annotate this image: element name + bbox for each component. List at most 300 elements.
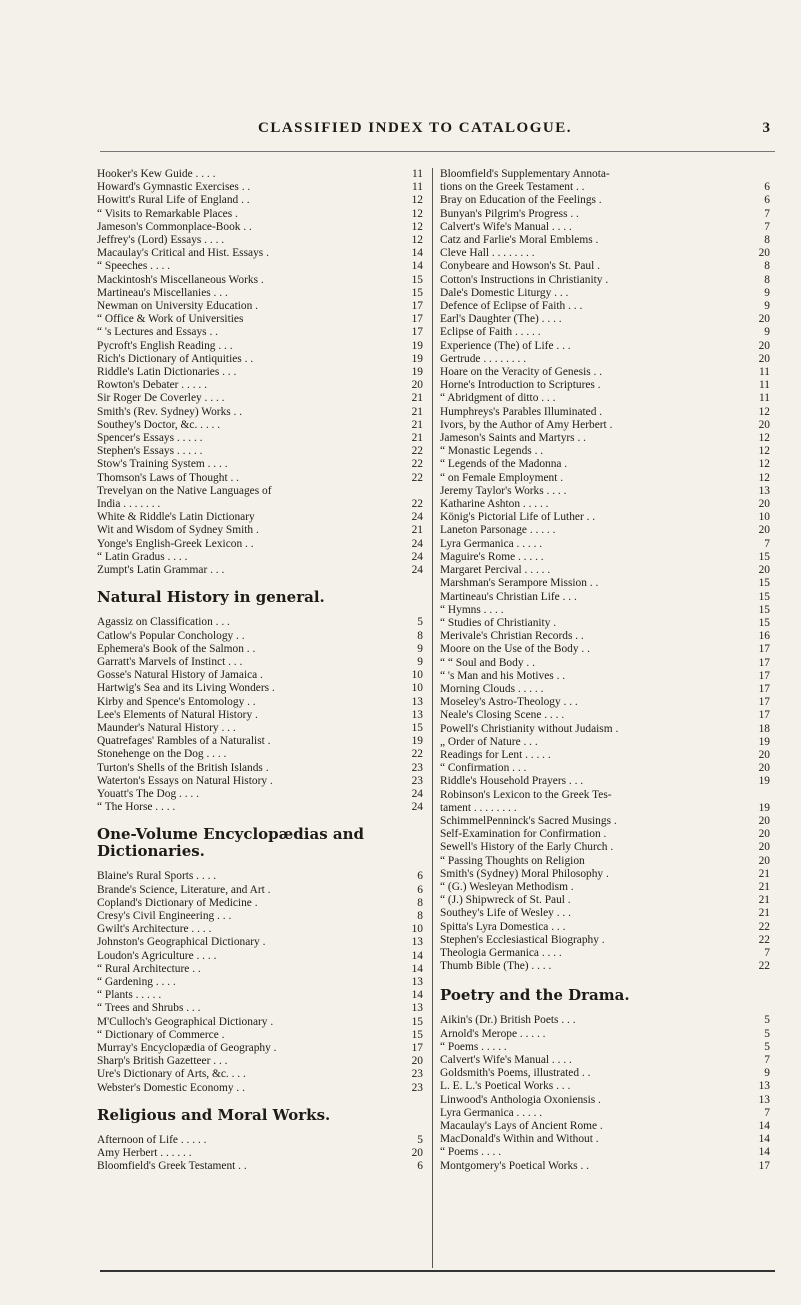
catalogue-entry xyxy=(440,287,770,300)
catalogue-entry xyxy=(440,485,770,498)
entry-title: Martineau's Christian Life . . . xyxy=(440,590,577,603)
catalogue-entry xyxy=(440,1080,770,1093)
entry-title: Kirby and Spence's Entomology . . xyxy=(97,695,256,708)
entry-title: Mackintosh's Miscellaneous Works . xyxy=(97,273,264,286)
entry-page-number: 15 xyxy=(758,590,770,603)
entry-page-number: 17 xyxy=(411,1041,423,1054)
entry-page-number: 15 xyxy=(411,1015,423,1028)
catalogue-entry xyxy=(440,551,770,564)
entry-page-number: 20 xyxy=(758,748,770,761)
entry-page-number: 21 xyxy=(411,405,423,418)
encyclopaedias-list xyxy=(97,870,423,1094)
catalogue-entry xyxy=(97,696,423,709)
entry-page-number: 17 xyxy=(411,300,423,313)
entry-title: “ (J.) Shipwreck of St. Paul . xyxy=(440,894,571,907)
catalogue-entry xyxy=(97,643,423,656)
catalogue-entry xyxy=(440,723,770,736)
entry-title: M'Culloch's Geographical Dictionary . xyxy=(97,1015,274,1028)
catalogue-entry xyxy=(440,194,770,207)
catalogue-entry xyxy=(97,247,423,260)
catalogue-entry xyxy=(440,406,770,419)
entry-page-number: 21 xyxy=(758,894,770,907)
catalogue-entry xyxy=(440,934,770,947)
entry-page-number: 6 xyxy=(417,883,423,896)
bottom-rule xyxy=(100,1270,775,1272)
catalogue-entry xyxy=(440,696,770,709)
entry-title: Bloomfield's Supplementary Annota- xyxy=(440,168,610,180)
catalogue-entry xyxy=(97,762,423,775)
catalogue-entry xyxy=(440,524,770,537)
catalogue-entry xyxy=(440,221,770,234)
catalogue-entry xyxy=(440,1120,770,1133)
entry-page-number: 12 xyxy=(411,207,423,220)
entry-title: Smith's (Rev. Sydney) Works . . xyxy=(97,405,243,418)
catalogue-entry xyxy=(440,881,770,894)
catalogue-entry xyxy=(97,221,423,234)
catalogue-entry xyxy=(440,657,770,670)
entry-page-number: 17 xyxy=(411,313,423,326)
entry-page-number: 19 xyxy=(758,775,770,788)
entry-page-number: 17 xyxy=(758,682,770,695)
entry-page-number: 5 xyxy=(764,1040,770,1053)
entry-title: Calvert's Wife's Manual . . . . xyxy=(440,1054,572,1066)
entry-title: Horne's Introduction to Scriptures . xyxy=(440,379,601,392)
entry-title: Howitt's Rural Life of England . . xyxy=(97,194,250,207)
catalogue-entry xyxy=(97,748,423,761)
entry-title: “ 's Lectures and Essays . . xyxy=(97,326,218,339)
entry-page-number: 17 xyxy=(758,709,770,722)
entry-title: Earl's Daughter (The) . . . . xyxy=(440,313,562,326)
entry-page-number: 19 xyxy=(411,366,423,379)
entry-title: Copland's Dictionary of Medicine . xyxy=(97,896,258,909)
entry-title: Ivors, by the Author of Amy Herbert . xyxy=(440,418,613,431)
entry-page-number: 14 xyxy=(411,247,423,260)
religious-list xyxy=(97,1134,423,1174)
entry-page-number: 14 xyxy=(411,949,423,962)
entry-title: Sir Roger De Coverley . . . . xyxy=(97,392,225,405)
entry-title: Humphreys's Parables Illuminated . xyxy=(440,405,603,418)
entry-title: Waterton's Essays on Natural History . xyxy=(97,774,273,787)
entry-page-number: 5 xyxy=(764,1027,770,1040)
catalogue-entry xyxy=(97,1147,423,1160)
catalogue-entry xyxy=(97,775,423,788)
catalogue-entry xyxy=(97,936,423,949)
entry-page-number: 20 xyxy=(758,564,770,577)
catalogue-entry xyxy=(97,300,423,313)
entry-title: Ure's Dictionary of Arts, &c. . . . xyxy=(97,1068,246,1081)
entry-title: Gwilt's Architecture . . . . xyxy=(97,923,212,936)
catalogue-entry xyxy=(440,591,770,604)
catalogue-entry xyxy=(440,445,770,458)
entry-title: “ Abridgment of ditto . . . xyxy=(440,392,556,405)
entry-title: Laneton Parsonage . . . . . xyxy=(440,524,556,537)
entry-page-number: 5 xyxy=(417,1133,423,1146)
catalogue-entry xyxy=(440,168,770,181)
entry-page-number: 12 xyxy=(758,432,770,445)
entry-title: Catlow's Popular Conchology . . xyxy=(97,629,245,642)
catalogue-entry xyxy=(97,366,423,379)
entry-page-number: 12 xyxy=(758,458,770,471)
entry-title: Riddle's Household Prayers . . . xyxy=(440,775,584,788)
catalogue-entry xyxy=(440,894,770,907)
catalogue-entry xyxy=(440,775,770,788)
section-heading-religious: Religious and Moral Works. xyxy=(97,1105,331,1124)
catalogue-entry xyxy=(440,1054,770,1067)
entry-page-number: 22 xyxy=(758,920,770,933)
entry-title: “ “ Soul and Body . . xyxy=(440,656,535,669)
catalogue-entry xyxy=(440,670,770,683)
entry-title: “ Plants . . . . . xyxy=(97,989,162,1002)
entry-page-number: 8 xyxy=(417,896,423,909)
entry-title: “ Monastic Legends . . xyxy=(440,445,544,458)
entry-title: L. E. L.'s Poetical Works . . . xyxy=(440,1080,571,1093)
entry-page-number: 12 xyxy=(758,405,770,418)
catalogue-entry xyxy=(97,406,423,419)
entry-title: Turton's Shells of the British Islands . xyxy=(97,761,269,774)
entry-title: Morning Clouds . . . . . xyxy=(440,682,544,695)
entry-title: Southey's Doctor, &c. . . . . xyxy=(97,418,221,431)
entry-title: Sewell's History of the Early Church . xyxy=(440,841,614,854)
entry-page-number: 8 xyxy=(764,234,770,247)
catalogue-entry xyxy=(440,538,770,551)
entry-page-number: 7 xyxy=(764,1054,770,1066)
entry-page-number: 14 xyxy=(411,989,423,1002)
entry-page-number: 10 xyxy=(411,682,423,695)
entry-title: “ Office & Work of Universities xyxy=(97,313,244,326)
catalogue-entry xyxy=(440,643,770,656)
entry-page-number: 9 xyxy=(764,326,770,339)
entry-title: Spitta's Lyra Domestica . . . xyxy=(440,920,566,933)
entry-page-number: 17 xyxy=(411,326,423,339)
entry-title: “ Poems . . . . . xyxy=(440,1040,507,1053)
right-top-section xyxy=(440,168,770,973)
entry-title: Robinson's Lexicon to the Greek Tes- xyxy=(440,788,612,801)
entry-page-number: 22 xyxy=(758,960,770,973)
entry-title: “ Speeches . . . . xyxy=(97,260,171,273)
left-top-section xyxy=(97,168,423,577)
catalogue-entry xyxy=(97,181,423,194)
entry-title: Macaulay's Critical and Hist. Essays . xyxy=(97,247,269,260)
catalogue-entry xyxy=(440,247,770,260)
entry-page-number: 13 xyxy=(411,975,423,988)
entry-title: Amy Herbert . . . . . . xyxy=(97,1147,192,1159)
entry-page-number: 12 xyxy=(411,194,423,207)
entry-page-number: 6 xyxy=(764,181,770,194)
entry-title: Goldsmith's Poems, illustrated . . xyxy=(440,1067,591,1080)
entry-title: Blaine's Rural Sports . . . . xyxy=(97,870,217,883)
entry-page-number: 20 xyxy=(758,498,770,511)
entry-title: Stonehenge on the Dog . . . . xyxy=(97,748,227,761)
entry-title: Sharp's British Gazetteer . . . xyxy=(97,1055,228,1068)
entry-title: “ Rural Architecture . . xyxy=(97,962,201,975)
section-heading-poetry: Poetry and the Drama. xyxy=(440,986,630,1005)
entry-page-number: 9 xyxy=(417,642,423,655)
entry-page-number: 11 xyxy=(412,181,423,194)
entry-page-number: 22 xyxy=(411,471,423,484)
entry-page-number: 20 xyxy=(411,1055,423,1068)
entry-title: „ Order of Nature . . . xyxy=(440,735,538,748)
catalogue-entry xyxy=(97,1055,423,1068)
entry-page-number: 18 xyxy=(758,722,770,735)
catalogue-entry xyxy=(440,907,770,920)
section-heading-encyclopaedias xyxy=(97,826,423,860)
entry-page-number: 21 xyxy=(758,907,770,920)
entry-title: “ Dictionary of Commerce . xyxy=(97,1028,225,1041)
entry-title: Moore on the Use of the Body . . xyxy=(440,643,590,656)
entry-page-number: 13 xyxy=(411,1002,423,1015)
entry-page-number: 15 xyxy=(758,603,770,616)
entry-page-number: 19 xyxy=(758,801,770,814)
entry-page-number: 23 xyxy=(411,1081,423,1094)
entry-title: Bray on Education of the Feelings . xyxy=(440,194,602,207)
catalogue-entry xyxy=(440,683,770,696)
entry-title: Southey's Life of Wesley . . . xyxy=(440,907,571,920)
catalogue-entry xyxy=(440,960,770,973)
entry-page-number: 13 xyxy=(411,695,423,708)
catalogue-entry xyxy=(97,260,423,273)
entry-page-number: 8 xyxy=(417,909,423,922)
catalogue-entry xyxy=(440,855,770,868)
entry-title: Katharine Ashton . . . . . xyxy=(440,498,549,511)
catalogue-entry xyxy=(97,1082,423,1095)
catalogue-entry xyxy=(97,1068,423,1081)
catalogue-entry xyxy=(440,762,770,775)
catalogue-entry xyxy=(440,472,770,485)
entry-page-number: 19 xyxy=(758,735,770,748)
entry-page-number: 20 xyxy=(758,339,770,352)
catalogue-entry xyxy=(440,181,770,194)
entry-page-number: 24 xyxy=(411,550,423,563)
catalogue-entry xyxy=(440,274,770,287)
entry-page-number: 7 xyxy=(764,207,770,220)
catalogue-entry xyxy=(97,498,423,511)
catalogue-entry xyxy=(97,656,423,669)
catalogue-entry xyxy=(97,326,423,339)
entry-title: Riddle's Latin Dictionaries . . . xyxy=(97,366,237,379)
entry-page-number: 12 xyxy=(758,445,770,458)
page-title: CLASSIFIED INDEX TO CATALOGUE. xyxy=(258,120,572,136)
catalogue-entry xyxy=(440,921,770,934)
entry-title: Hooker's Kew Guide . . . . xyxy=(97,168,216,180)
entry-title: Webster's Domestic Economy . . xyxy=(97,1081,245,1094)
entry-title: Smith's (Sydney) Moral Philosophy . xyxy=(440,867,609,880)
entry-title: Catz and Farlie's Moral Emblems . xyxy=(440,234,599,247)
catalogue-entry xyxy=(97,950,423,963)
entry-title: Moseley's Astro-Theology . . . xyxy=(440,696,578,709)
catalogue-entry xyxy=(440,1107,770,1120)
entry-title: Defence of Eclipse of Faith . . . xyxy=(440,300,583,313)
entry-page-number: 8 xyxy=(764,260,770,273)
entry-title: Spencer's Essays . . . . . xyxy=(97,432,203,445)
entry-page-number: 11 xyxy=(759,366,770,379)
entry-title: Garratt's Marvels of Instinct . . . xyxy=(97,655,243,668)
entry-page-number: 22 xyxy=(411,498,423,511)
entry-page-number: 20 xyxy=(411,379,423,392)
catalogue-entry xyxy=(440,736,770,749)
entry-page-number: 10 xyxy=(758,511,770,524)
entry-title: Johnston's Geographical Dictionary . xyxy=(97,936,266,949)
entry-title: Bunyan's Pilgrim's Progress . . xyxy=(440,207,579,220)
entry-title: Linwood's Anthologia Oxoniensis . xyxy=(440,1093,601,1106)
catalogue-entry xyxy=(97,616,423,629)
entry-page-number: 21 xyxy=(758,867,770,880)
entry-page-number: 13 xyxy=(411,936,423,949)
entry-title: Maunder's Natural History . . . xyxy=(97,721,236,734)
entry-title: Readings for Lent . . . . . xyxy=(440,748,551,761)
catalogue-entry xyxy=(97,963,423,976)
page-number: 3 xyxy=(762,120,770,136)
entry-page-number: 13 xyxy=(758,484,770,497)
entry-title: Self-Examination for Confirmation . xyxy=(440,828,607,841)
entry-title: König's Pictorial Life of Luther . . xyxy=(440,511,596,524)
catalogue-entry xyxy=(97,353,423,366)
entry-page-number: 10 xyxy=(411,923,423,936)
entry-title: Trevelyan on the Native Languages of xyxy=(97,484,272,497)
entry-title: Newman on University Education . xyxy=(97,300,259,313)
catalogue-entry xyxy=(97,313,423,326)
entry-page-number: 21 xyxy=(411,524,423,537)
entry-title: Jeffrey's (Lord) Essays . . . . xyxy=(97,234,225,247)
entry-title: Margaret Percival . . . . . xyxy=(440,564,551,577)
entry-title: Experience (The) of Life . . . xyxy=(440,339,571,352)
entry-title: Thomson's Laws of Thought . . xyxy=(97,471,240,484)
entry-page-number: 14 xyxy=(758,1133,770,1146)
entry-title: Maguire's Rome . . . . . xyxy=(440,550,544,563)
entry-page-number: 24 xyxy=(411,801,423,814)
entry-title: Murray's Encyclopædia of Geography . xyxy=(97,1041,277,1054)
catalogue-entry xyxy=(97,682,423,695)
entry-page-number: 7 xyxy=(764,1106,770,1119)
left-column xyxy=(97,168,423,1173)
entry-title: “ on Female Employment . xyxy=(440,471,564,484)
entry-title: “ Visits to Remarkable Places . xyxy=(97,207,238,220)
entry-title: “ 's Man and his Motives . . xyxy=(440,669,566,682)
entry-page-number: 12 xyxy=(411,234,423,247)
entry-title: Rowton's Debater . . . . . xyxy=(97,379,207,392)
entry-page-number: 20 xyxy=(758,313,770,326)
catalogue-entry xyxy=(440,234,770,247)
catalogue-entry xyxy=(97,884,423,897)
catalogue-entry xyxy=(97,564,423,577)
catalogue-entry xyxy=(440,1160,770,1173)
entry-page-number: 5 xyxy=(764,1014,770,1027)
catalogue-entry xyxy=(97,379,423,392)
entry-title: Hartwig's Sea and its Living Wonders . xyxy=(97,682,275,695)
catalogue-entry xyxy=(97,897,423,910)
entry-title: Marshman's Serampore Mission . . xyxy=(440,577,599,590)
entry-page-number: 10 xyxy=(411,669,423,682)
entry-page-number: 23 xyxy=(411,1068,423,1081)
catalogue-entry xyxy=(440,604,770,617)
catalogue-entry xyxy=(97,976,423,989)
catalogue-entry xyxy=(440,815,770,828)
entry-title: Aikin's (Dr.) British Poets . . . xyxy=(440,1014,576,1027)
entry-page-number: 22 xyxy=(411,445,423,458)
catalogue-entry xyxy=(97,208,423,221)
entry-title: Agassiz on Classification . . . xyxy=(97,616,230,629)
entry-page-number: 9 xyxy=(417,655,423,668)
entry-page-number: 20 xyxy=(758,418,770,431)
entry-page-number: 20 xyxy=(758,762,770,775)
entry-page-number: 20 xyxy=(758,854,770,867)
entry-page-number: 21 xyxy=(411,392,423,405)
entry-title: Youatt's The Dog . . . . xyxy=(97,787,199,800)
entry-title: “ Confirmation . . . xyxy=(440,762,527,775)
catalogue-entry xyxy=(97,989,423,1002)
column-divider xyxy=(432,168,433,1268)
entry-page-number: 21 xyxy=(758,880,770,893)
catalogue-entry xyxy=(97,1042,423,1055)
catalogue-entry xyxy=(440,419,770,432)
entry-page-number: 21 xyxy=(411,418,423,431)
entry-title: Powell's Christianity without Judaism . xyxy=(440,722,619,735)
entry-page-number: 6 xyxy=(417,870,423,883)
catalogue-entry xyxy=(440,1014,770,1027)
catalogue-entry xyxy=(440,498,770,511)
entry-page-number: 13 xyxy=(411,708,423,721)
entry-page-number: 15 xyxy=(411,286,423,299)
catalogue-entry xyxy=(440,260,770,273)
entry-page-number: 15 xyxy=(758,550,770,563)
entry-title: Hoare on the Veracity of Genesis . . xyxy=(440,366,603,379)
entry-page-number: 14 xyxy=(758,1120,770,1133)
entry-page-number: 24 xyxy=(411,564,423,577)
catalogue-entry xyxy=(440,1133,770,1146)
catalogue-entry xyxy=(97,722,423,735)
catalogue-entry xyxy=(440,353,770,366)
entry-page-number: 9 xyxy=(764,1067,770,1080)
entry-page-number: 20 xyxy=(758,814,770,827)
catalogue-entry xyxy=(97,1002,423,1015)
entry-title: Cleve Hall . . . . . . . . xyxy=(440,247,535,260)
entry-page-number: 16 xyxy=(758,630,770,643)
catalogue-entry xyxy=(97,669,423,682)
catalogue-entry xyxy=(440,313,770,326)
catalogue-entry xyxy=(440,789,770,802)
entry-title: Howard's Gymnastic Exercises . . xyxy=(97,181,251,194)
entry-title: tament . . . . . . . . xyxy=(440,801,517,814)
catalogue-entry xyxy=(97,551,423,564)
catalogue-entry xyxy=(440,340,770,353)
catalogue-entry xyxy=(97,194,423,207)
entry-title: “ Latin Gradus . . . . xyxy=(97,550,188,563)
entry-page-number: 21 xyxy=(411,432,423,445)
entry-title: Gosse's Natural History of Jamaica . xyxy=(97,669,263,682)
catalogue-entry xyxy=(440,630,770,643)
entry-page-number: 23 xyxy=(411,761,423,774)
entry-title: “ Hymns . . . . xyxy=(440,603,504,616)
page-header xyxy=(95,120,770,146)
catalogue-entry xyxy=(440,947,770,960)
catalogue-entry xyxy=(97,788,423,801)
entry-page-number: 13 xyxy=(758,1080,770,1093)
entry-page-number: 17 xyxy=(758,656,770,669)
entry-page-number: 24 xyxy=(411,537,423,550)
entry-title: SchimmelPenninck's Sacred Musings . xyxy=(440,814,617,827)
catalogue-entry xyxy=(440,564,770,577)
entry-page-number: 11 xyxy=(412,168,423,180)
entry-page-number: 8 xyxy=(764,273,770,286)
entry-title: Neale's Closing Scene . . . . xyxy=(440,709,565,722)
entry-page-number: 22 xyxy=(411,748,423,761)
entry-title: Thumb Bible (The) . . . . xyxy=(440,960,552,973)
entry-page-number: 7 xyxy=(764,537,770,550)
catalogue-entry xyxy=(97,870,423,883)
catalogue-entry xyxy=(97,630,423,643)
catalogue-entry xyxy=(440,379,770,392)
catalogue-entry xyxy=(440,366,770,379)
entry-page-number: 6 xyxy=(764,194,770,207)
